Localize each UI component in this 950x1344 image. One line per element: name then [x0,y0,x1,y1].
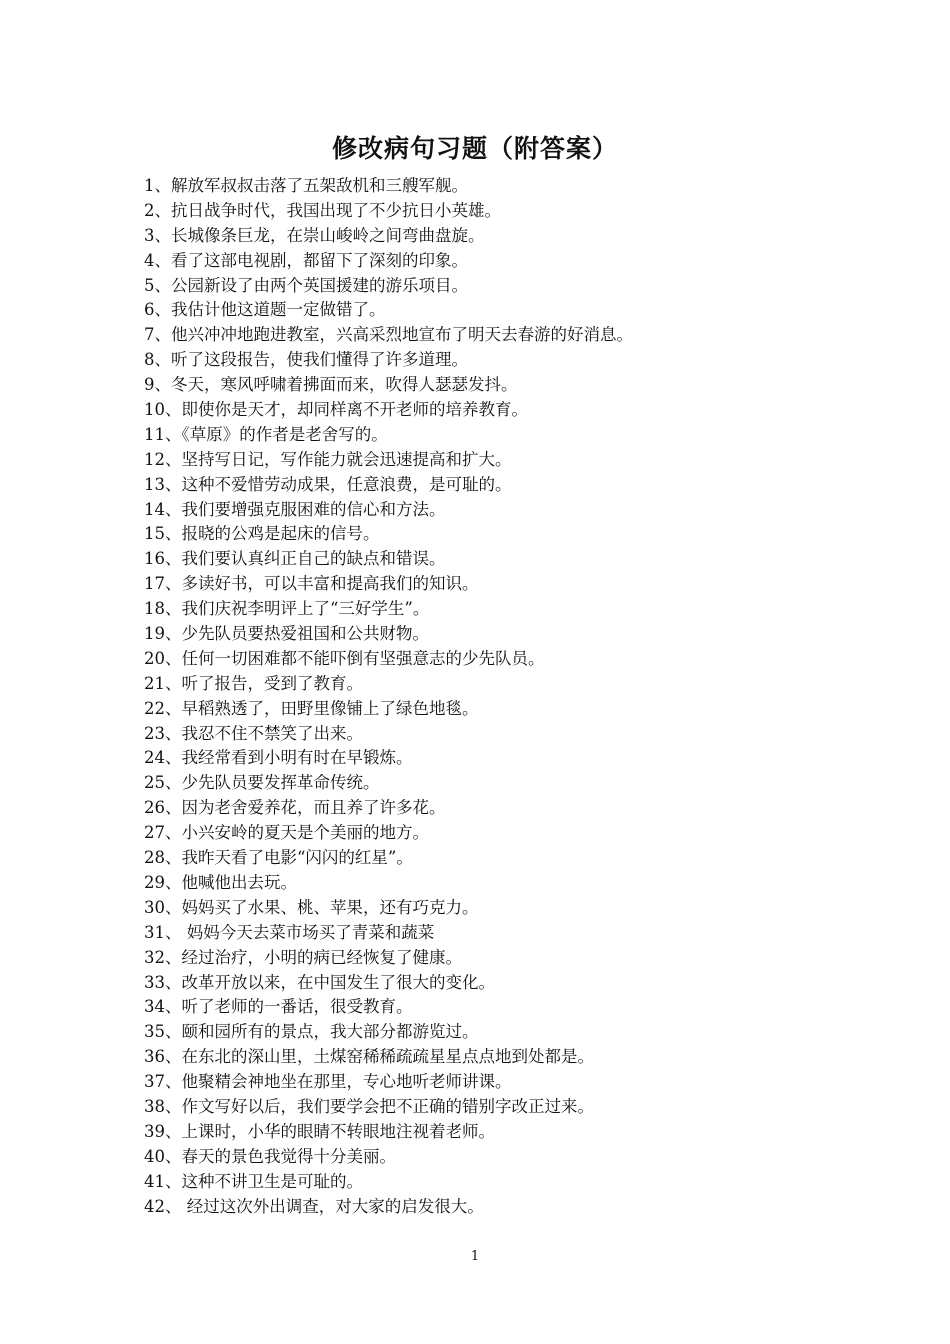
exercise-list [144,174,904,1219]
exercise-item: 31、 妈妈今天去菜市场买了青菜和蔬菜 [144,922,435,942]
exercise-item: 18、我们庆祝李明评上了“三好学生”。 [144,599,430,619]
exercise-item: 25、少先队员要发挥革命传统。 [144,773,380,793]
exercise-item: 30、妈妈买了水果、桃、苹果，还有巧克力。 [144,897,479,917]
exercise-item: 15、报晓的公鸡是起床的信号。 [144,524,380,544]
exercise-item: 32、经过治疗，小明的病已经恢复了健康。 [144,947,462,967]
exercise-item: 23、我忍不住不禁笑了出来。 [144,723,363,743]
exercise-item: 37、他聚精会神地坐在那里，专心地听老师讲课。 [144,1072,512,1092]
exercise-item: 21、听了报告，受到了教育。 [144,673,363,693]
exercise-item: 10、即使你是天才，却同样离不开老师的培养教育。 [144,400,528,420]
exercise-item: 12、坚持写日记，写作能力就会迅速提高和扩大。 [144,449,512,469]
exercise-item: 35、颐和园所有的景点，我大部分都游览过。 [144,1022,479,1042]
exercise-item: 11、《草原》的作者是老舍写的。 [144,424,388,444]
exercise-item: 26、因为老舍爱养花，而且养了许多花。 [144,798,446,818]
exercise-item: 4、看了这部电视剧，都留下了深刻的印象。 [144,250,468,270]
exercise-item: 1、解放军叔叔击落了五架敌机和三艘军舰。 [144,176,468,195]
exercise-item: 36、在东北的深山里，土煤窑稀稀疏疏星星点点地到处都是。 [144,1047,594,1067]
exercise-item: 8、听了这段报告，使我们懂得了许多道理。 [144,350,468,370]
exercise-item: 16、我们要认真纠正自己的缺点和错误。 [144,549,446,569]
exercise-item: 41、这种不讲卫生是可耻的。 [144,1171,363,1191]
exercise-item: 19、少先队员要热爱祖国和公共财物。 [144,624,429,644]
exercise-item: 40、春天的景色我觉得十分美丽。 [144,1146,396,1166]
exercise-item: 6、我估计他这道题一定做错了。 [144,300,386,320]
exercise-item: 7、他兴冲冲地跑进教室，兴高采烈地宣布了明天去春游的好消息。 [144,325,633,345]
exercise-item: 14、我们要增强克服困难的信心和方法。 [144,499,446,519]
exercise-item: 24、我经常看到小明有时在早锻炼。 [144,748,413,768]
exercise-item: 33、改革开放以来，在中国发生了很大的变化。 [144,972,495,992]
exercise-item: 17、多读好书，可以丰富和提高我们的知识。 [144,574,479,594]
exercise-item: 2、抗日战争时代，我国出现了不少抗日小英雄。 [144,200,501,220]
exercise-item: 3、长城像条巨龙，在崇山峻岭之间弯曲盘旋。 [144,225,485,245]
exercise-item: 29、他喊他出去玩。 [144,872,297,892]
exercise-item: 27、小兴安岭的夏天是个美丽的地方。 [144,823,429,843]
exercise-item: 28、我昨天看了电影“闪闪的红星”。 [144,848,413,868]
page-title: 修改病句习题（附答案） [331,134,618,163]
exercise-item: 22、早稻熟透了，田野里像铺上了绿色地毯。 [144,698,479,718]
exercise-item: 13、这种不爱惜劳动成果，任意浪费，是可耻的。 [144,474,512,494]
exercise-item: 20、任何一切困难都不能吓倒有坚强意志的少先队员。 [144,648,545,668]
exercise-item: 42、 经过这次外出调查，对大家的启发很大。 [144,1196,484,1216]
page-number: 1 [470,1249,480,1264]
exercise-item: 5、公园新设了由两个英国援建的游乐项目。 [144,275,468,295]
exercise-item: 9、冬天，寒风呼啸着拂面而来，吹得人瑟瑟发抖。 [144,375,518,395]
exercise-item: 34、听了老师的一番话，很受教育。 [144,997,413,1017]
exercise-item: 39、上课时，小华的眼睛不转眼地注视着老师。 [144,1121,495,1141]
exercise-item: 38、作文写好以后，我们要学会把不正确的错别字改正过来。 [144,1096,594,1116]
